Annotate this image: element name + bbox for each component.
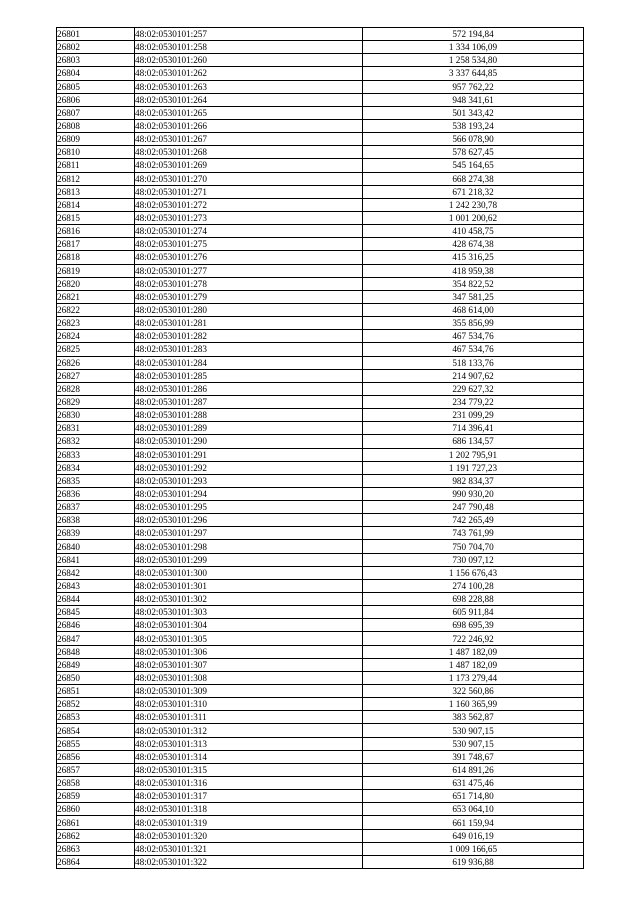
cadastral-number-cell: 48:02:0530101:265: [135, 106, 363, 119]
table-row: [57, 356, 584, 369]
table-row: [57, 855, 584, 868]
cadastral-value-cell: 530 907,15: [363, 737, 584, 750]
cadastral-value-cell: 234 779,22: [363, 395, 584, 408]
cadastral-number-cell: 48:02:0530101:287: [135, 395, 363, 408]
row-number-cell: 26807: [57, 106, 135, 119]
table-row: [57, 133, 584, 146]
cadastral-value-cell: 322 560,86: [363, 685, 584, 698]
cadastral-value-cell: 578 627,45: [363, 146, 584, 159]
table-row: [57, 211, 584, 224]
table-row: [57, 119, 584, 132]
row-number-cell: 26834: [57, 461, 135, 474]
cadastral-number-cell: 48:02:0530101:318: [135, 803, 363, 816]
table-row: [57, 606, 584, 619]
cadastral-value-cell: 653 064,10: [363, 803, 584, 816]
row-number-cell: 26804: [57, 67, 135, 80]
row-number-cell: 26861: [57, 816, 135, 829]
cadastral-number-cell: 48:02:0530101:267: [135, 133, 363, 146]
cadastral-number-cell: 48:02:0530101:297: [135, 527, 363, 540]
cadastral-value-cell: 538 193,24: [363, 119, 584, 132]
table-row: [57, 619, 584, 632]
cadastral-number-cell: 48:02:0530101:289: [135, 422, 363, 435]
cadastral-number-cell: 48:02:0530101:286: [135, 382, 363, 395]
table-row: [57, 816, 584, 829]
cadastral-value-cell: 668 274,38: [363, 172, 584, 185]
row-number-cell: 26808: [57, 119, 135, 132]
row-number-cell: 26838: [57, 514, 135, 527]
row-number-cell: 26828: [57, 382, 135, 395]
cadastral-number-cell: 48:02:0530101:306: [135, 645, 363, 658]
cadastral-value-cell: 545 164,65: [363, 159, 584, 172]
row-number-cell: 26848: [57, 645, 135, 658]
cadastral-number-cell: 48:02:0530101:294: [135, 487, 363, 500]
cadastral-number-cell: 48:02:0530101:300: [135, 566, 363, 579]
cadastral-number-cell: 48:02:0530101:260: [135, 54, 363, 67]
cadastral-number-cell: 48:02:0530101:291: [135, 448, 363, 461]
cadastral-number-cell: 48:02:0530101:264: [135, 93, 363, 106]
table-row: [57, 685, 584, 698]
cadastral-value-cell: 468 614,00: [363, 303, 584, 316]
cadastral-number-cell: 48:02:0530101:284: [135, 356, 363, 369]
cadastral-number-cell: 48:02:0530101:296: [135, 514, 363, 527]
row-number-cell: 26864: [57, 855, 135, 868]
cadastral-number-cell: 48:02:0530101:266: [135, 119, 363, 132]
table-row: [57, 671, 584, 684]
cadastral-value-cell: 354 822,52: [363, 277, 584, 290]
row-number-cell: 26801: [57, 28, 135, 41]
cadastral-value-cell: 229 627,32: [363, 382, 584, 395]
cadastral-number-cell: 48:02:0530101:274: [135, 225, 363, 238]
cadastral-number-cell: 48:02:0530101:288: [135, 409, 363, 422]
row-number-cell: 26846: [57, 619, 135, 632]
cadastral-value-cell: 391 748,67: [363, 750, 584, 763]
row-number-cell: 26857: [57, 763, 135, 776]
row-number-cell: 26811: [57, 159, 135, 172]
cadastral-number-cell: 48:02:0530101:283: [135, 343, 363, 356]
cadastral-value-cell: 714 396,41: [363, 422, 584, 435]
table-row: [57, 172, 584, 185]
cadastral-number-cell: 48:02:0530101:272: [135, 198, 363, 211]
cadastral-value-cell: 247 790,48: [363, 501, 584, 514]
table-row: [57, 198, 584, 211]
row-number-cell: 26823: [57, 317, 135, 330]
row-number-cell: 26850: [57, 671, 135, 684]
cadastral-number-cell: 48:02:0530101:262: [135, 67, 363, 80]
row-number-cell: 26836: [57, 487, 135, 500]
cadastral-number-cell: 48:02:0530101:279: [135, 290, 363, 303]
cadastral-number-cell: 48:02:0530101:317: [135, 790, 363, 803]
table-row: [57, 527, 584, 540]
table-row: [57, 41, 584, 54]
table-row: [57, 106, 584, 119]
row-number-cell: 26842: [57, 566, 135, 579]
cadastral-value-cell: 355 856,99: [363, 317, 584, 330]
cadastral-number-cell: 48:02:0530101:298: [135, 540, 363, 553]
table-row: [57, 842, 584, 855]
cadastral-number-cell: 48:02:0530101:311: [135, 711, 363, 724]
table-row: [57, 80, 584, 93]
cadastral-value-cell: 1 487 182,09: [363, 658, 584, 671]
cadastral-value-cell: 651 714,80: [363, 790, 584, 803]
table-row: [57, 566, 584, 579]
cadastral-value-cell: 982 834,37: [363, 474, 584, 487]
table-row: [57, 593, 584, 606]
table-row: [57, 724, 584, 737]
row-number-cell: 26815: [57, 211, 135, 224]
cadastral-value-cell: 1 001 200,62: [363, 211, 584, 224]
row-number-cell: 26809: [57, 133, 135, 146]
table-row: [57, 579, 584, 592]
cadastral-number-cell: 48:02:0530101:309: [135, 685, 363, 698]
row-number-cell: 26843: [57, 579, 135, 592]
table-row: [57, 514, 584, 527]
cadastral-number-cell: 48:02:0530101:257: [135, 28, 363, 41]
cadastral-value-cell: 415 316,25: [363, 251, 584, 264]
cadastral-value-cell: 566 078,90: [363, 133, 584, 146]
table-row: [57, 750, 584, 763]
cadastral-value-cell: 530 907,15: [363, 724, 584, 737]
cadastral-value-cell: 274 100,28: [363, 579, 584, 592]
cadastral-value-cell: 347 581,25: [363, 290, 584, 303]
cadastral-value-cell: 3 337 644,85: [363, 67, 584, 80]
row-number-cell: 26862: [57, 829, 135, 842]
cadastral-value-cell: 467 534,76: [363, 330, 584, 343]
row-number-cell: 26805: [57, 80, 135, 93]
cadastral-value-cell: 1 191 727,23: [363, 461, 584, 474]
row-number-cell: 26832: [57, 435, 135, 448]
table-row: [57, 632, 584, 645]
row-number-cell: 26831: [57, 422, 135, 435]
cadastral-value-cell: 698 228,88: [363, 593, 584, 606]
cadastral-number-cell: 48:02:0530101:321: [135, 842, 363, 855]
row-number-cell: 26849: [57, 658, 135, 671]
cadastral-value-cell: 1 258 534,80: [363, 54, 584, 67]
cadastral-number-cell: 48:02:0530101:307: [135, 658, 363, 671]
cadastral-value-cell: 410 458,75: [363, 225, 584, 238]
table-row: [57, 67, 584, 80]
cadastral-value-cell: 467 534,76: [363, 343, 584, 356]
table-row: [57, 185, 584, 198]
cadastral-number-cell: 48:02:0530101:310: [135, 698, 363, 711]
table-row: [57, 422, 584, 435]
table-row: [57, 803, 584, 816]
table-body: [57, 28, 584, 869]
table-row: [57, 474, 584, 487]
cadastral-value-cell: 990 930,20: [363, 487, 584, 500]
table-row: [57, 382, 584, 395]
cadastral-value-cell: 1 202 795,91: [363, 448, 584, 461]
cadastral-value-cell: 1 487 182,09: [363, 645, 584, 658]
table-row: [57, 645, 584, 658]
cadastral-number-cell: 48:02:0530101:315: [135, 763, 363, 776]
cadastral-value-cell: 743 761,99: [363, 527, 584, 540]
row-number-cell: 26824: [57, 330, 135, 343]
table-row: [57, 146, 584, 159]
row-number-cell: 26833: [57, 448, 135, 461]
cadastral-value-cell: 418 959,38: [363, 264, 584, 277]
cadastral-value-cell: 1 160 365,99: [363, 698, 584, 711]
row-number-cell: 26822: [57, 303, 135, 316]
cadastral-value-cell: 383 562,87: [363, 711, 584, 724]
row-number-cell: 26855: [57, 737, 135, 750]
cadastral-value-cell: 686 134,57: [363, 435, 584, 448]
cadastral-value-cell: 1 009 166,65: [363, 842, 584, 855]
table-row: [57, 369, 584, 382]
cadastral-number-cell: 48:02:0530101:320: [135, 829, 363, 842]
table-row: [57, 501, 584, 514]
row-number-cell: 26814: [57, 198, 135, 211]
cadastral-number-cell: 48:02:0530101:258: [135, 41, 363, 54]
cadastral-number-cell: 48:02:0530101:313: [135, 737, 363, 750]
cadastral-value-cell: 722 246,92: [363, 632, 584, 645]
cadastral-number-cell: 48:02:0530101:277: [135, 264, 363, 277]
table-row: [57, 238, 584, 251]
table-row: [57, 540, 584, 553]
row-number-cell: 26851: [57, 685, 135, 698]
cadastral-number-cell: 48:02:0530101:303: [135, 606, 363, 619]
cadastral-number-cell: 48:02:0530101:319: [135, 816, 363, 829]
table-row: [57, 553, 584, 566]
row-number-cell: 26863: [57, 842, 135, 855]
cadastral-number-cell: 48:02:0530101:316: [135, 777, 363, 790]
cadastral-value-cell: 231 099,29: [363, 409, 584, 422]
table-row: [57, 829, 584, 842]
cadastral-value-cell: 698 695,39: [363, 619, 584, 632]
cadastral-number-cell: 48:02:0530101:301: [135, 579, 363, 592]
row-number-cell: 26844: [57, 593, 135, 606]
row-number-cell: 26806: [57, 93, 135, 106]
row-number-cell: 26835: [57, 474, 135, 487]
cadastral-value-cell: 605 911,84: [363, 606, 584, 619]
table-row: [57, 448, 584, 461]
cadastral-value-cell: 518 133,76: [363, 356, 584, 369]
row-number-cell: 26812: [57, 172, 135, 185]
table-row: [57, 303, 584, 316]
cadastral-number-cell: 48:02:0530101:295: [135, 501, 363, 514]
cadastral-value-cell: 671 218,32: [363, 185, 584, 198]
cadastral-number-cell: 48:02:0530101:308: [135, 671, 363, 684]
cadastral-value-cell: 1 242 230,78: [363, 198, 584, 211]
row-number-cell: 26847: [57, 632, 135, 645]
cadastral-number-cell: 48:02:0530101:269: [135, 159, 363, 172]
row-number-cell: 26813: [57, 185, 135, 198]
cadastral-value-cell: 1 156 676,43: [363, 566, 584, 579]
table-row: [57, 409, 584, 422]
cadastral-number-cell: 48:02:0530101:290: [135, 435, 363, 448]
row-number-cell: 26827: [57, 369, 135, 382]
cadastral-number-cell: 48:02:0530101:305: [135, 632, 363, 645]
table-row: [57, 93, 584, 106]
cadastral-number-cell: 48:02:0530101:280: [135, 303, 363, 316]
cadastral-value-cell: 730 097,12: [363, 553, 584, 566]
row-number-cell: 26859: [57, 790, 135, 803]
cadastral-number-cell: 48:02:0530101:285: [135, 369, 363, 382]
cadastral-number-cell: 48:02:0530101:278: [135, 277, 363, 290]
cadastral-number-cell: 48:02:0530101:276: [135, 251, 363, 264]
table-row: [57, 251, 584, 264]
cadastral-number-cell: 48:02:0530101:282: [135, 330, 363, 343]
cadastral-value-cell: 428 674,38: [363, 238, 584, 251]
cadastral-value-cell: 742 265,49: [363, 514, 584, 527]
row-number-cell: 26819: [57, 264, 135, 277]
cadastral-value-cell: 501 343,42: [363, 106, 584, 119]
row-number-cell: 26854: [57, 724, 135, 737]
table-row: [57, 790, 584, 803]
cadastral-value-cell: 214 907,62: [363, 369, 584, 382]
row-number-cell: 26853: [57, 711, 135, 724]
row-number-cell: 26840: [57, 540, 135, 553]
cadastral-number-cell: 48:02:0530101:273: [135, 211, 363, 224]
row-number-cell: 26825: [57, 343, 135, 356]
cadastral-value-cell: 649 016,19: [363, 829, 584, 842]
row-number-cell: 26821: [57, 290, 135, 303]
row-number-cell: 26803: [57, 54, 135, 67]
cadastral-number-cell: 48:02:0530101:314: [135, 750, 363, 763]
table-row: [57, 264, 584, 277]
cadastral-value-cell: 619 936,88: [363, 855, 584, 868]
cadastral-value-cell: 614 891,26: [363, 763, 584, 776]
table-row: [57, 658, 584, 671]
table-row: [57, 225, 584, 238]
cadastral-value-cell: 661 159,94: [363, 816, 584, 829]
cadastral-value-cell: 631 475,46: [363, 777, 584, 790]
cadastral-number-cell: 48:02:0530101:271: [135, 185, 363, 198]
row-number-cell: 26802: [57, 41, 135, 54]
cadastral-value-cell: 572 194,84: [363, 28, 584, 41]
row-number-cell: 26852: [57, 698, 135, 711]
cadastral-value-cell: 750 704,70: [363, 540, 584, 553]
table-row: [57, 435, 584, 448]
table-row: [57, 737, 584, 750]
row-number-cell: 26820: [57, 277, 135, 290]
table-row: [57, 461, 584, 474]
row-number-cell: 26830: [57, 409, 135, 422]
cadastral-number-cell: 48:02:0530101:281: [135, 317, 363, 330]
cadastral-value-table: [56, 27, 584, 869]
row-number-cell: 26816: [57, 225, 135, 238]
cadastral-number-cell: 48:02:0530101:270: [135, 172, 363, 185]
table-row: [57, 487, 584, 500]
row-number-cell: 26856: [57, 750, 135, 763]
cadastral-number-cell: 48:02:0530101:268: [135, 146, 363, 159]
row-number-cell: 26860: [57, 803, 135, 816]
table-row: [57, 330, 584, 343]
cadastral-number-cell: 48:02:0530101:263: [135, 80, 363, 93]
row-number-cell: 26841: [57, 553, 135, 566]
row-number-cell: 26818: [57, 251, 135, 264]
table-row: [57, 159, 584, 172]
table-row: [57, 28, 584, 41]
cadastral-number-cell: 48:02:0530101:304: [135, 619, 363, 632]
table-row: [57, 763, 584, 776]
table-row: [57, 711, 584, 724]
table-row: [57, 54, 584, 67]
cadastral-value-cell: 1 173 279,44: [363, 671, 584, 684]
row-number-cell: 26858: [57, 777, 135, 790]
cadastral-number-cell: 48:02:0530101:293: [135, 474, 363, 487]
table-row: [57, 343, 584, 356]
table-row: [57, 698, 584, 711]
row-number-cell: 26837: [57, 501, 135, 514]
row-number-cell: 26839: [57, 527, 135, 540]
row-number-cell: 26817: [57, 238, 135, 251]
row-number-cell: 26826: [57, 356, 135, 369]
cadastral-number-cell: 48:02:0530101:312: [135, 724, 363, 737]
row-number-cell: 26829: [57, 395, 135, 408]
cadastral-number-cell: 48:02:0530101:292: [135, 461, 363, 474]
cadastral-number-cell: 48:02:0530101:322: [135, 855, 363, 868]
cadastral-value-cell: 957 762,22: [363, 80, 584, 93]
table-row: [57, 317, 584, 330]
row-number-cell: 26810: [57, 146, 135, 159]
table-row: [57, 290, 584, 303]
cadastral-number-cell: 48:02:0530101:299: [135, 553, 363, 566]
cadastral-value-cell: 948 341,61: [363, 93, 584, 106]
cadastral-number-cell: 48:02:0530101:302: [135, 593, 363, 606]
table-row: [57, 777, 584, 790]
cadastral-number-cell: 48:02:0530101:275: [135, 238, 363, 251]
row-number-cell: 26845: [57, 606, 135, 619]
cadastral-value-cell: 1 334 106,09: [363, 41, 584, 54]
table-row: [57, 395, 584, 408]
table-row: [57, 277, 584, 290]
